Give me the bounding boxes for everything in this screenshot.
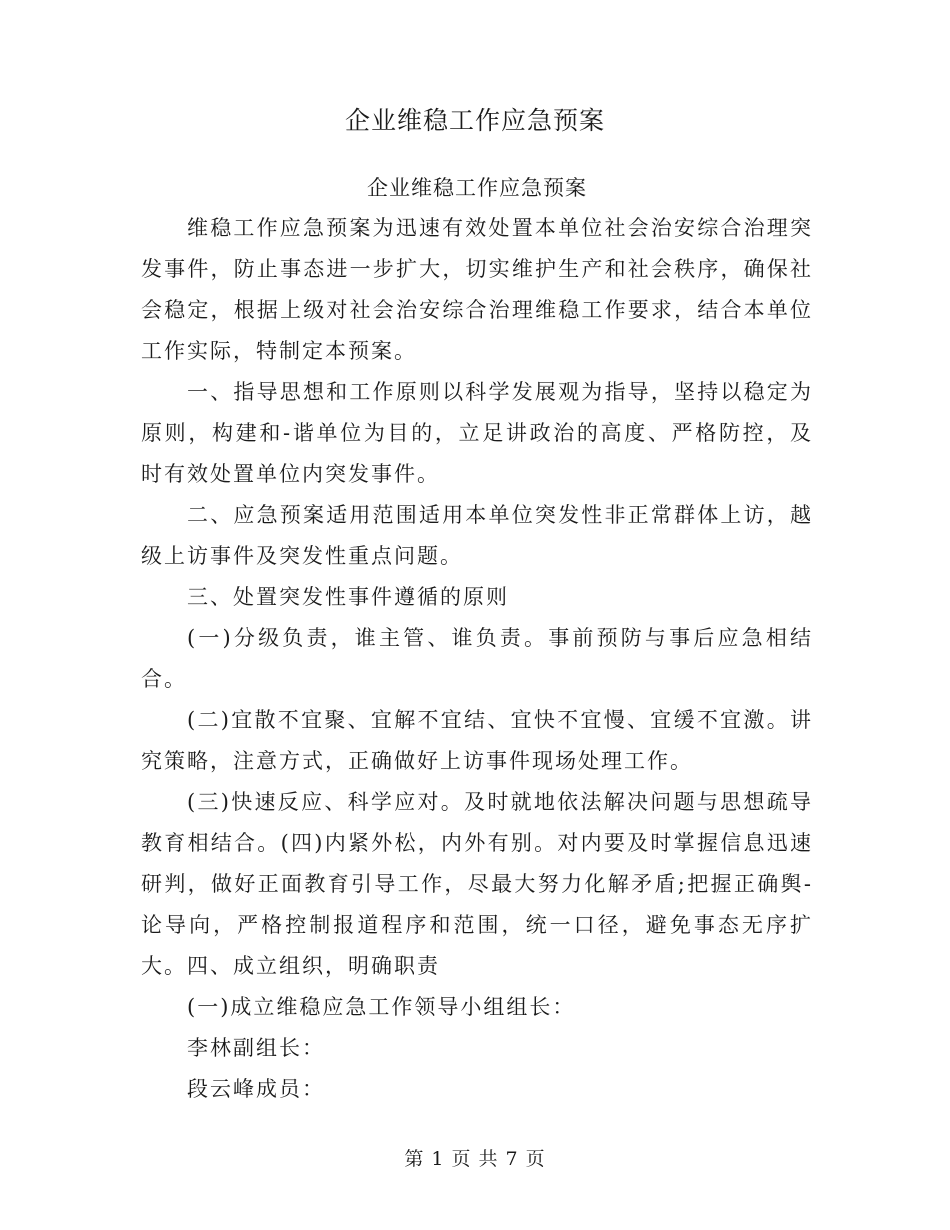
paragraph-group-leader: (一)成立维稳应急工作领导小组组长： (187, 995, 576, 1019)
paragraph-principle-2: (二)宜散不宜聚、宜解不宜结、宜快不宜慢、宜缓不宜激。讲究策略，注意方式，正确做好上访事件现场处理工作。 (141, 708, 813, 773)
document-body (141, 168, 813, 1110)
paragraph-section-2: 二、应急预案适用范围适用本单位突发性非正常群体上访，越级上访事件及突发性重点问题。 (141, 503, 813, 568)
paragraph-principle-1: (一)分级负责，谁主管、谁负责。事前预防与事后应急相结合。 (141, 626, 813, 691)
paragraph-intro: 维稳工作应急预案为迅速有效处置本单位社会治安综合治理突发事件，防止事态进一步扩大，切实维护生产和社会秩序，确保社会稳定，根据上级对社会治安综合治理维稳工作要求，结合本单位工作实际，特制定本预案。 (141, 216, 813, 363)
document-subtitle: 企业维稳工作应急预案 (367, 176, 587, 200)
paragraph-section-1: 一、指导思想和工作原则以科学发展观为指导，坚持以稳定为原则，构建和-谐单位为目的，立足讲政治的高度、严格防控，及时有效处置单位内突发事件。 (141, 380, 813, 486)
paragraph-members: 段云峰成员： (187, 1077, 325, 1101)
paragraph-principle-3-4: (三)快速反应、科学应对。及时就地依法解决问题与思想疏导教育相结合。(四)内紧外松，内外有别。对内要及时掌握信息迅速研判，做好正面教育引导工作，尽最大努力化解矛盾;把握正确舆-论导向，严格控制报道程序和范围，统一口径，避免事态无序扩大。四、成立组织，明确职责 (141, 790, 813, 978)
page-title: 企业维稳工作应急预案 (344, 106, 605, 135)
page-number: 第 1 页 共 7 页 (404, 1148, 546, 1170)
paragraph-section-3-heading: 三、处置突发性事件遵循的原则 (187, 585, 509, 609)
paragraph-deputy-leader: 李林副组长： (187, 1036, 325, 1060)
